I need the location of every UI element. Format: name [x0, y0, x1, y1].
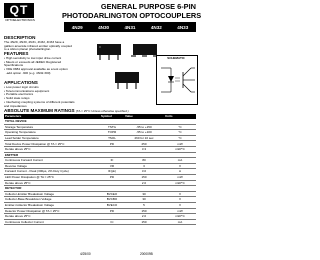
symbol-cell: TSTG [100, 124, 124, 130]
description-text: The 4N29, 4N30, 4N31, 4N32, 4N33 have a gallium arsenide infrared emitter optically coupled to a silicon planar photodarlington. [4, 40, 72, 52]
application-item: • Portable electronics [4, 92, 34, 97]
parameter-cell: Collector-Emitter Breakdown Voltage [4, 191, 100, 197]
parameter-cell: Storage Temperature [4, 124, 100, 130]
unit-cell: mW [164, 174, 196, 180]
unit-cell: V [164, 191, 196, 197]
value-cell: 150 [124, 208, 164, 214]
package-wide-image [110, 68, 144, 97]
unit-cell: V [164, 197, 196, 203]
column-header: Symbol [100, 114, 124, 119]
unit-cell: V [164, 202, 196, 208]
unit-cell: mA [164, 219, 196, 225]
value-cell: 2.0 [124, 180, 164, 186]
ratings-body [4, 119, 196, 225]
symbol-cell: TSOL [100, 135, 124, 141]
features-heading: FEATURES [4, 51, 29, 56]
schematic-box [156, 55, 198, 105]
symbol-cell: PD [100, 174, 124, 180]
symbol-cell: PD [100, 208, 124, 214]
symbol-cell: BVCEO [100, 191, 124, 197]
parameter-cell: Derate above 25°C [4, 180, 100, 186]
parameter-cell: Operating Temperature [4, 130, 100, 136]
value-cell: 3.0 [124, 169, 164, 175]
value-cell: 2.0 [124, 214, 164, 220]
ratings-table [4, 114, 196, 225]
unit-cell: mW/°C [164, 146, 196, 152]
parameter-cell: Continuous Collector Current [4, 219, 100, 225]
symbol-cell: IF [100, 158, 124, 164]
unit-cell: °C [164, 130, 196, 136]
company-logo: QT [4, 3, 34, 18]
page-title [62, 2, 202, 20]
section-label: DETECTOR [4, 186, 196, 192]
package-wide-drawing [110, 68, 144, 92]
footer-date: 4/25/00 [80, 252, 91, 256]
features-list [4, 57, 78, 76]
parameter-cell: Derate above 25°C [4, 214, 100, 220]
part-number: 4N30 [98, 24, 110, 30]
value-cell: 250 [124, 141, 164, 147]
table-row [4, 219, 196, 225]
column-header: Parameters [4, 114, 100, 119]
unit-cell: V [164, 163, 196, 169]
parameter-cell: Lead Solder Temperature [4, 135, 100, 141]
symbol-cell: BVECO [100, 202, 124, 208]
column-header: Value [124, 114, 164, 119]
part-number-bar [64, 22, 196, 32]
parameter-cell: Emitter-Collector Breakdown Voltage [4, 202, 100, 208]
part-number: 4N31 [124, 24, 136, 30]
unit-cell: °C [164, 124, 196, 130]
column-header: Units [164, 114, 196, 119]
parameter-cell: Derate above 25°C [4, 146, 100, 152]
application-item: • Telecommunications equipment [4, 88, 50, 93]
schematic-diagram [157, 56, 197, 104]
unit-cell: mA [164, 158, 196, 164]
application-item: • Solid state relays [4, 96, 30, 101]
symbol-cell: BVCBO [100, 197, 124, 203]
parameter-cell: Total Device Power Dissipation @ TA = 25°C [4, 141, 100, 147]
title-line-2: PHOTODARLINGTON OPTOCOUPLERS [62, 10, 202, 20]
unit-cell: A [164, 169, 196, 175]
ratings-title: ABSOLUTE MAXIMUM RATINGS [4, 108, 75, 113]
parameter-cell: Collector-Base Breakdown Voltage [4, 197, 100, 203]
symbol-cell: PD [100, 141, 124, 147]
unit-cell: mW/°C [164, 214, 196, 220]
value-cell: -55 to +100 [124, 130, 164, 136]
feature-item: • High sensitivity to low input drive current [4, 56, 62, 60]
logo-subtitle: OPTOELECTRONICS [5, 18, 35, 22]
part-number: 4N29 [71, 24, 83, 30]
symbol-cell: VR [100, 163, 124, 169]
value-cell: 150 [124, 219, 164, 225]
schematic-label: SCHEMATIC [167, 56, 185, 60]
feature-item: • Meets or exceeds all JEDEC Registered Specifications [4, 59, 62, 68]
feature-item: • VDE 0884 approval available as a test option [4, 67, 68, 72]
symbol-cell: TOPR [100, 130, 124, 136]
unit-cell: mW [164, 141, 196, 147]
value-cell: 3.3 [124, 146, 164, 152]
parameter-cell: Reverse Voltage [4, 163, 100, 169]
parameter-cell: Detector Power Dissipation @ TA = 25°C [4, 208, 100, 214]
feature-item: -add option .300 (e.g. 4N32.300) [5, 70, 51, 75]
applications-heading: APPLICATIONS [4, 80, 38, 85]
value-cell: 30 [124, 191, 164, 197]
applications-list [4, 86, 78, 108]
part-number: 4N33 [177, 24, 189, 30]
symbol-cell: IF(pk) [100, 169, 124, 175]
parameter-cell: LED Power Dissipation @ TA = 25°C [4, 174, 100, 180]
package-dip-image [92, 40, 126, 67]
application-item: • Interfacing coupling systems of different potentials and impedances [4, 99, 75, 108]
value-cell: 260 for 10 sec [124, 135, 164, 141]
value-cell: 150 [124, 174, 164, 180]
value-cell: 30 [124, 197, 164, 203]
section-label: EMITTER [4, 152, 196, 158]
part-number: 4N32 [150, 24, 162, 30]
parameter-cell: Forward Current - Peak (300µs, 2% Duty Cycle) [4, 169, 100, 175]
symbol-cell: IC [100, 219, 124, 225]
package-dip-drawing [92, 40, 126, 62]
unit-cell: mW [164, 208, 196, 214]
unit-cell: mW/°C [164, 180, 196, 186]
value-cell: -55 to +150 [124, 124, 164, 130]
description-heading: DESCRIPTION [4, 35, 36, 40]
value-cell: 3 [124, 163, 164, 169]
application-item: • Low power logic circuits [4, 85, 39, 89]
unit-cell: °C [164, 135, 196, 141]
value-cell: 80 [124, 158, 164, 164]
value-cell: 5 [124, 202, 164, 208]
footer-doc-number: 200009B [140, 252, 153, 256]
title-line-1: GENERAL PURPOSE 6-PIN [100, 2, 196, 11]
ratings-note: (TA = 25°C Unless otherwise specified.) [75, 109, 129, 113]
section-label: TOTAL DEVICE [4, 119, 196, 124]
parameter-cell: Continuous Forward Current [4, 158, 100, 164]
